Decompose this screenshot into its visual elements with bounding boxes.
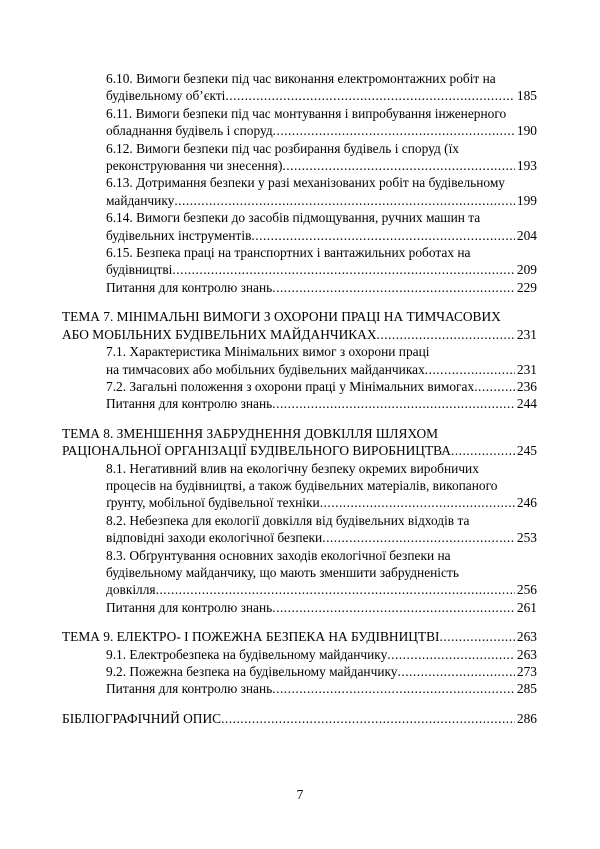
toc-entry-text: будівництві [106,262,173,278]
toc-entry-text: 8.1. Негативний влив на екологічну безпеку окремих виробничих [106,460,479,476]
toc-topic-title: ТЕМА 9. ЕЛЕКТРО- І ПОЖЕЖНА БЕЗПЕКА НА БУДІВНИЦТВІ [62,629,440,645]
toc-page-number: 229 [516,279,537,295]
leader-dots [156,581,515,598]
leader-dots [425,361,515,378]
toc-entry-text: будівельному об’єкті [106,88,226,104]
table-of-contents [62,70,537,727]
toc-entry-text: 7.2. Загальні положення з охорони праці у Мінімальних вимогах [106,378,475,394]
toc-entry-text: 7.1. Характеристика Мінімальних вимог з охорони праці [106,344,430,360]
toc-page-number: 256 [516,582,537,598]
toc-entry-text: будівельному майданчику, що мають зменшити забрудненість [106,564,459,580]
toc-entry-text: ґрунту, мобільної будівельної техніки [106,495,320,511]
toc-topic-title: ТЕМА 8. ЗМЕНШЕННЯ ЗАБРУДНЕННЯ ДОВКІЛЛЯ ШЛЯХОМ [62,425,439,441]
toc-entry-text: відповідні заходи екологічної безпеки [106,530,323,546]
toc-entry-text: 8.3. Обґрунтування основних заходів екологічної безпеки на [106,547,451,563]
toc-page-number: 261 [516,599,537,615]
toc-page-number: 245 [516,443,537,459]
toc-entry-8-3[interactable] [62,547,537,599]
toc-entry-text: 8.2. Небезпека для екології довкілля від будівельних відходів та [106,512,470,528]
toc-entry-8-2[interactable] [62,512,537,547]
toc-page-number: 285 [516,681,537,697]
toc-entry-text: реконструювання чи знесення) [106,158,283,174]
toc-entry-text: 6.14. Вимоги безпеки до засобів підмощування, ручних машин та [106,210,481,226]
leader-dots [273,122,515,139]
toc-page-number: 244 [516,396,537,412]
leader-dots [451,442,515,459]
toc-entry-text: 6.12. Вимоги безпеки під час розбирання будівель і споруд (їх [106,140,460,156]
toc-entry-text: 6.11. Вимоги безпеки під час монтування і випробування інженерного [106,105,507,121]
toc-entry-6-13[interactable] [62,174,537,209]
leader-dots [174,192,515,209]
toc-page-number: 199 [516,192,537,208]
toc-entry-text: процесів на будівництві, а також будівельних матеріалів, викопаного [106,477,498,493]
leader-dots [272,395,515,412]
toc-topic-title: РАЦІОНАЛЬНОЇ ОРГАНІЗАЦІЇ БУДІВЕЛЬНОГО ВИРОБНИЦТВА [62,443,451,459]
toc-entry-7-2[interactable] [62,378,537,395]
leader-dots [172,261,515,278]
toc-entry-text: Питання для контролю знань [106,681,273,697]
toc-entry-9-1[interactable] [62,646,537,663]
toc-entry-9-2[interactable] [62,663,537,680]
toc-page-number: 185 [516,88,537,104]
leader-dots [282,157,514,174]
toc-entry-8-questions[interactable] [62,599,537,616]
leader-dots [387,646,515,663]
leader-dots [320,494,515,511]
leader-dots [377,326,515,343]
toc-entry-text: майданчику [106,192,175,208]
toc-page-number: 263 [516,646,537,662]
toc-entry-8-1[interactable] [62,460,537,512]
toc-entry-text: 6.15. Безпека праці на транспортних і вантажильних роботах на [106,245,471,261]
leader-dots [221,710,515,727]
toc-entry-text: на тимчасових або мобільних будівельних майданчиках [106,361,425,377]
leader-dots [272,279,515,296]
toc-entry-text: Питання для контролю знань [106,396,273,412]
toc-entry-6-12[interactable] [62,140,537,175]
toc-entry-6-11[interactable] [62,105,537,140]
toc-topic-9[interactable] [62,628,537,645]
toc-bibliography[interactable] [62,710,537,727]
toc-topic-title: БІБЛІОГРАФІЧНИЙ ОПИС [62,710,222,726]
toc-entry-text: Питання для контролю знань [106,599,273,615]
toc-page-number: 231 [516,361,537,377]
leader-dots [251,227,515,244]
toc-page-number: 236 [516,378,537,394]
page-number: 7 [296,787,304,802]
toc-entry-7-questions[interactable] [62,395,537,412]
toc-page-number: 231 [516,326,537,342]
spacer [62,698,537,710]
toc-page-number: 209 [516,262,537,278]
toc-page-number: 246 [516,495,537,511]
toc-entry-6-15[interactable] [62,244,537,279]
toc-page-number: 253 [516,530,537,546]
spacer [62,296,537,308]
toc-topic-title: АБО МОБІЛЬНИХ БУДІВЕЛЬНИХ МАЙДАНЧИКАХ [62,326,377,342]
toc-entry-text: 6.13. Дотримання безпеки у разі механізованих робіт на будівельному [106,175,506,191]
spacer [62,616,537,628]
leader-dots [272,680,515,697]
toc-entry-text: будівельних інструментів [106,227,252,243]
leader-dots [440,628,515,645]
toc-page-number: 190 [516,123,537,139]
toc-topic-title: ТЕМА 7. МІНІМАЛЬНІ ВИМОГИ З ОХОРОНИ ПРАЦІ НА ТИМЧАСОВИХ [62,309,501,325]
toc-entry-6-questions[interactable] [62,279,537,296]
toc-entry-9-questions[interactable] [62,680,537,697]
toc-page-number: 204 [516,227,537,243]
toc-page-number: 273 [516,664,537,679]
toc-entry-text: 9.2. Пожежна безпека на будівельному майданчику [106,664,398,679]
leader-dots [322,529,515,546]
toc-entry-7-1[interactable] [62,343,537,378]
toc-page-number: 193 [516,158,537,174]
leader-dots [272,599,515,616]
toc-topic-8[interactable] [62,425,537,460]
leader-dots [225,87,515,104]
spacer [62,413,537,425]
toc-page-number: 263 [516,629,537,645]
toc-entry-6-14[interactable] [62,209,537,244]
leader-dots [398,663,515,680]
toc-entry-text: довкілля [106,582,156,598]
leader-dots [474,378,515,395]
toc-entry-6-10[interactable] [62,70,537,105]
toc-page-number: 286 [516,710,537,726]
toc-entry-text: 6.10. Вимоги безпеки під час виконання електромонтажних робіт на [106,71,496,86]
toc-entry-text: Питання для контролю знань [106,279,273,295]
toc-topic-7[interactable] [62,308,537,343]
toc-entry-text: обладнання будівель і споруд [106,123,273,139]
toc-entry-text: 9.1. Електробезпека на будівельному майданчику [106,646,388,662]
